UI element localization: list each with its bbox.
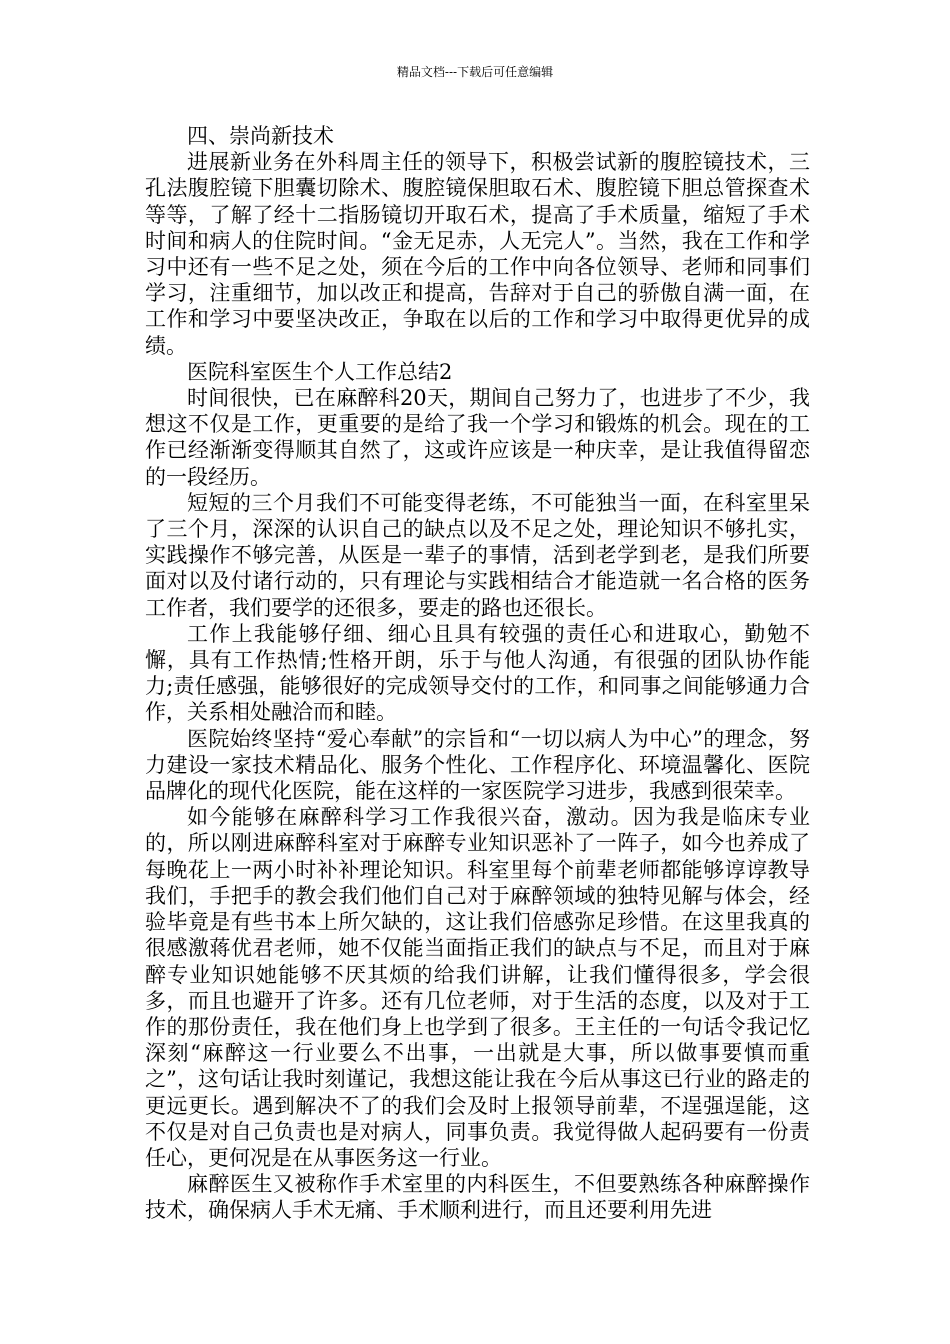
paragraph: 短短的三个月我们不可能变得老练，不可能独当一面，在科室里呆了三个月，深深的认识自己的缺点以及不足之处，理论知识不够扎实，实践操作不够完善，从医是一辈子的事情，活到老学到老，是我们所要面对以及付诸行动的，只有理论与实践相结合才能造就一名合格的医务工作者，我们要学的还很多，要走的路也还很长。: [145, 490, 810, 620]
section-heading: 四、崇尚新技术: [187, 124, 334, 148]
paragraph: 进展新业务在外科周主任的领导下，积极尝试新的腹腔镜技术，三孔法腹腔镜下胆囊切除术、腹腔镜保胆取石术、腹腔镜下胆总管探查术等等，了解了经十二指肠镜切开取石术，提高了手术质量，缩短了手术时间和病人的住院时间。“金无足赤，人无完人”。当然，我在工作和学习中还有一些不足之处，须在今后的工作中向各位领导、老师和同事们学习，注重细节，加以改正和提高，告辞对于自己的骄傲自满一面，在工作和学习中要坚决改正，争取在以后的工作和学习中取得更优异的成绩。: [145, 150, 810, 358]
document-title: 医院科室医生个人工作总结2: [187, 359, 453, 384]
page-header: 精品文档---下载后可任意编辑: [396, 65, 554, 79]
paragraph: 时间很快，已在麻醉科20天，期间自己努力了，也进步了不少，我想这不仅是工作，更重要的是给了我一个学习和锻炼的机会。现在的工作已经渐渐变得顺其自然了，这或许应该是一种庆幸，是让我值得留恋的一段经历。: [145, 386, 810, 489]
paragraph: 如今能够在麻醉科学习工作我很兴奋，激动。因为我是临床专业的，所以刚进麻醉科室对于麻醉专业知识恶补了一阵子，如今也养成了每晚花上一两小时补补理论知识。科室里每个前辈老师都能够谆谆教导我们，手把手的教会我们他们自己对于麻醉领域的独特见解与体会，经验毕竟是有些书本上所欠缺的，这让我们倍感弥足珍惜。在这里我真的很感激蒋优君老师，她不仅能当面指正我们的缺点与不足，而且对于麻醉专业知识她能够不厌其烦的给我们讲解，让我们懂得很多，学会很多，而且也避开了许多。还有几位老师，对于生活的态度，以及对于工作的那份责任，我在他们身上也学到了很多。王主任的一句话令我记忆深刻“麻醉这一行业要么不出事，一出就是大事，所以做事要慎而重之”，这句话让我时刻谨记，我想这能让我在今后从事这已行业的路走的更远更长。遇到解决不了的我们会及时上报领导前辈，不逞强逞能，这不仅是对自己负责也是对病人，同事负责。我觉得做人起码要有一份责任心，更何况是在从事医务这一行业。: [145, 805, 810, 1170]
paragraph: 工作上我能够仔细、细心且具有较强的责任心和进取心，勤勉不懈，具有工作热情;性格开朗，乐于与他人沟通，有很强的团队协作能力;责任感强，能够很好的完成领导交付的工作，和同事之间能够通力合作，关系相处融洽而和睦。: [145, 621, 810, 725]
paragraph: 医院始终坚持“爱心奉献”的宗旨和“一切以病人为中心”的理念，努力建设一家技术精品化、服务个性化、工作程序化、环境温馨化、医院品牌化的现代化医院，能在这样的一家医院学习进步，我感到很荣幸。: [145, 726, 810, 804]
paragraph: 麻醉医生又被称作手术室里的内科医生，不但要熟练各种麻醉操作技术，确保病人手术无痛、手术顺利进行，而且还要利用先进: [145, 1172, 810, 1223]
document-body: [145, 123, 810, 1224]
